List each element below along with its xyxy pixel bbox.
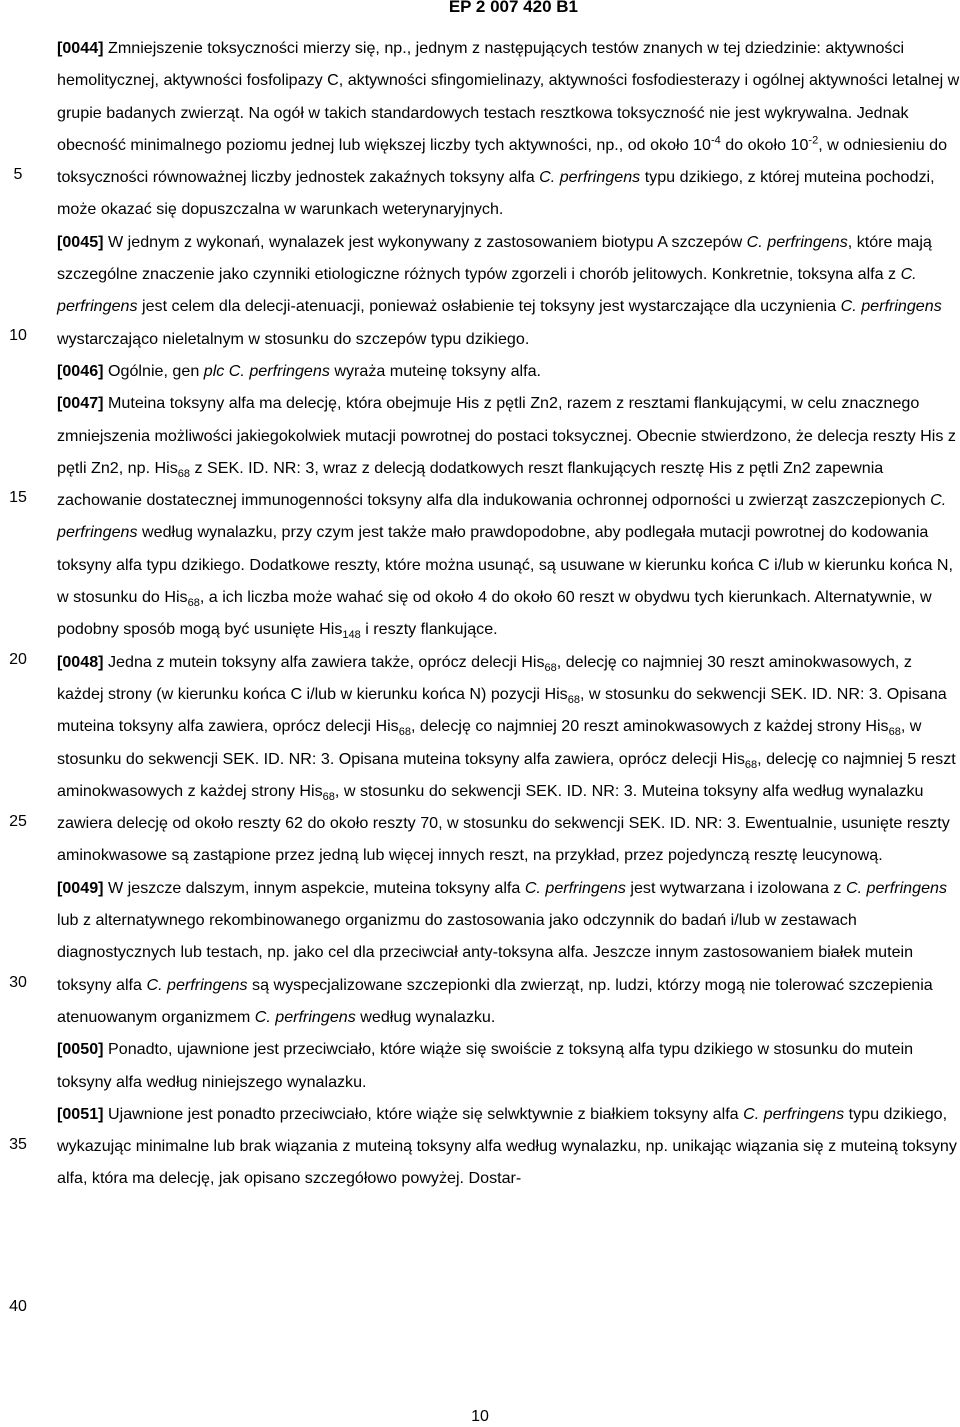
paragraph-text: Muteina toksyny alfa ma delecję, która obejmuje His z pętli Zn2, razem z resztami flankującymi, w celu znacznego zmniejszenia możliwości jakiegokolwiek mutacji powrotnej do postaci toksycznej. Obecnie stwierdzono, że delecja reszty His z pętli Zn2, np. His [57, 394, 956, 477]
line-number: 10 [9, 327, 27, 344]
paragraph-text: Jedna z mutein toksyny alfa zawiera także, oprócz delecji His [103, 652, 545, 671]
paragraph-number: [0051] [57, 1104, 104, 1123]
paragraph [57, 355, 960, 387]
document-number: EP 2 007 420 B1 [448, 0, 578, 16]
paragraph [57, 646, 960, 872]
paragraph-number: [0045] [57, 232, 104, 251]
script-text: 68 [567, 694, 580, 707]
paragraph-number: [0046] [57, 361, 104, 380]
script-text: 68 [744, 758, 758, 771]
paragraph-text: według wynalazku, przy czym jest także mało prawdopodobne, aby podlegała mutacji powrotnej do kodowania toksyny alfa typu dzikiego. Dodatkowe reszty, które można usunąć, są usuwane w kierunku końca C i/lub w kierunku końca N, w stosunku do His [57, 523, 954, 607]
line-number: 30 [9, 974, 27, 991]
paragraph [57, 1033, 960, 1098]
line-number-margin [0, 0, 40, 1427]
paragraph-text: Zmniejszenie toksyczności mierzy się, np., jednym z następujących testów znanych w tej dziedzinie: aktywności hemolitycznej, aktywności fosfolipazy C, aktywności sfingomielinazy, aktywności fosfodiesterazy i ogólnej aktywności letalnej w grupie badanych zwierząt. Na ogół w takich standardowych testach resztkowa toksyczność nie jest wykrywalna. Jednak obecność minimalnego poziomu jednej lub większej liczby tych aktywności, np., od około 10 [57, 39, 960, 154]
italic-text: C. perfringens [743, 1104, 845, 1123]
paragraph-text: , w stosunku do sekwencji SEK. ID. NR: 3. Opisana muteina toksyny alfa zawiera, oprócz delecji His [57, 717, 922, 768]
italic-text: C. perfringens [146, 975, 248, 994]
script-text: -4 [710, 134, 721, 147]
line-number: 5 [13, 166, 23, 183]
line-number: 15 [9, 489, 27, 506]
paragraph [57, 1098, 960, 1195]
paragraph-number: [0047] [57, 394, 104, 413]
italic-text: C. perfringens [57, 491, 947, 542]
paragraph [57, 32, 960, 226]
script-text: 148 [342, 629, 361, 642]
paragraph [57, 387, 960, 645]
line-number: 25 [9, 813, 27, 830]
paragraph-text: z SEK. ID. NR: 3, wraz z delecją dodatkowych reszt flankujących resztę His z pętli Zn2 zapewnia zachowanie dostatecznej immunogenności toksyny alfa dla indukowania ochronnej odporności u zwierząt zaszczepionych [57, 458, 931, 510]
line-number: 20 [9, 651, 27, 668]
italic-text: C. perfringens [840, 297, 942, 316]
paragraph-text: wyraża muteinę toksyny alfa. [329, 361, 541, 380]
paragraph-text: i reszty flankujące. [360, 620, 498, 639]
italic-text: C. perfringens [524, 878, 626, 897]
paragraph-text: wystarczająco nieletalnym w stosunku do szczepów typu dzikiego. [57, 329, 530, 348]
paragraph-text: Ponadto, ujawnione jest przeciwciało, które wiąże się swoiście z toksyną alfa typu dzikiego w stosunku do mutein toksyny alfa według niniejszego wynalazku. [57, 1040, 914, 1091]
paragraph [57, 872, 960, 1033]
script-text: 68 [187, 597, 200, 610]
paragraph-text: , w stosunku do sekwencji SEK. ID. NR: 3. Opisana muteina toksyny alfa zawiera, oprócz delecji His [57, 684, 947, 736]
paragraph-text: są wyspecjalizowane szczepionki dla zwierząt, np. ludzi, którzy mogą nie tolerować szczepienia atenuowanym organizmem [57, 975, 933, 1026]
paragraph-text: , w odniesieniu do toksyczności równoważnej liczby jednostek zakaźnych toksyny alfa [57, 135, 948, 187]
italic-text: C. perfringens [254, 1007, 356, 1026]
italic-text: plc C. perfringens [203, 361, 330, 380]
script-text: 68 [322, 791, 335, 804]
paragraph-text: typu dzikiego, z której muteina pochodzi, może okazać się dopuszczalna w warunkach weterynaryjnych. [57, 168, 935, 219]
paragraph-text: typu dzikiego, wykazując minimalne lub brak wiązania z muteiną toksyny alfa według wynalazku, np. unikając wiązania się z muteiną toksyny alfa, która ma delecję, jak opisano szczegółowo powyżej. Dostar- [57, 1104, 957, 1188]
italic-text: C. perfringens [539, 168, 641, 187]
paragraph-text: W jednym z wykonań, wynalazek jest wykonywany z zastosowaniem biotypu A szczepów [103, 232, 747, 251]
document-body [57, 32, 960, 1195]
paragraph-text: Ogólnie, gen [103, 361, 204, 380]
paragraph-text: Ujawnione jest ponadto przeciwciało, które wiąże się selwktywnie z białkiem toksyny alfa [103, 1104, 744, 1123]
italic-text: C. perfringens [746, 232, 848, 251]
line-number: 40 [9, 1298, 27, 1315]
paragraph-text: , w stosunku do sekwencji SEK. ID. NR: 3. Muteina toksyny alfa według wynalazku zawiera delecję od około reszty 62 do około reszty 70, w stosunku do sekwencji SEK. ID. NR: 3. Ewentualnie, usunięte reszty aminokwasowe są zastąpione przez jedną lub więcej innych reszt, na przykład, przez pojedynczą resztę leucynową. [57, 781, 950, 865]
paragraph-text: , delecję co najmniej 20 reszt aminokwasowych z każdej strony His [410, 717, 889, 736]
line-number: 35 [9, 1136, 27, 1153]
paragraph-text: lub z alternatywnego rekombinowanego organizmu do zastosowania jako odczynnik do badań i/lub w zestawach diagnostycznych lub testach, np. jako cel dla przeciwciał anty-toksyna alfa. Jeszcze innym zastosowaniem białek mutein toksyny alfa [57, 911, 914, 994]
script-text: 68 [888, 726, 901, 739]
paragraph [57, 226, 960, 355]
paragraph-number: [0049] [57, 878, 104, 897]
script-text: 68 [544, 661, 557, 674]
paragraph-text: W jeszcze dalszym, innym aspekcie, muteina toksyny alfa [103, 878, 525, 897]
script-text: -2 [808, 134, 819, 147]
paragraph-number: [0050] [57, 1040, 104, 1059]
paragraph-text: , delecję co najmniej 30 reszt aminokwasowych, z każdej strony (w kierunku końca C i/lub w kierunku końca N) pozycji His [57, 652, 912, 703]
paragraph-number: [0048] [57, 652, 104, 671]
paragraph-text: do około 10 [720, 135, 809, 154]
paragraph-number: [0044] [57, 39, 104, 57]
paragraph-text: jest celem dla delecji-atenuacji, ponieważ osłabienie tej toksyny jest wystarczające dla uczynienia [137, 297, 841, 316]
paragraph-text: według wynalazku. [355, 1007, 496, 1026]
paragraph-text: , które mają szczególne znaczenie jako czynniki etiologiczne różnych typów zgorzeli i chorób jelitowych. Konkretnie, toksyna alfa z [57, 232, 932, 284]
italic-text: C. perfringens [57, 265, 917, 316]
script-text: 68 [177, 468, 191, 481]
paragraph-text: , a ich liczba może wahać się od około 4 do około 60 reszt w obydwu tych kierunkach. Alternatywnie, w podobny sposób mogą być usunięte His [57, 588, 932, 639]
page-number: 10 [471, 1408, 489, 1425]
script-text: 68 [398, 726, 411, 739]
paragraph-text: jest wytwarzana i izolowana z [625, 878, 846, 897]
paragraph-text: , delecję co najmniej 5 reszt aminokwasowych z każdej strony His [57, 749, 956, 800]
italic-text: C. perfringens [845, 878, 948, 897]
